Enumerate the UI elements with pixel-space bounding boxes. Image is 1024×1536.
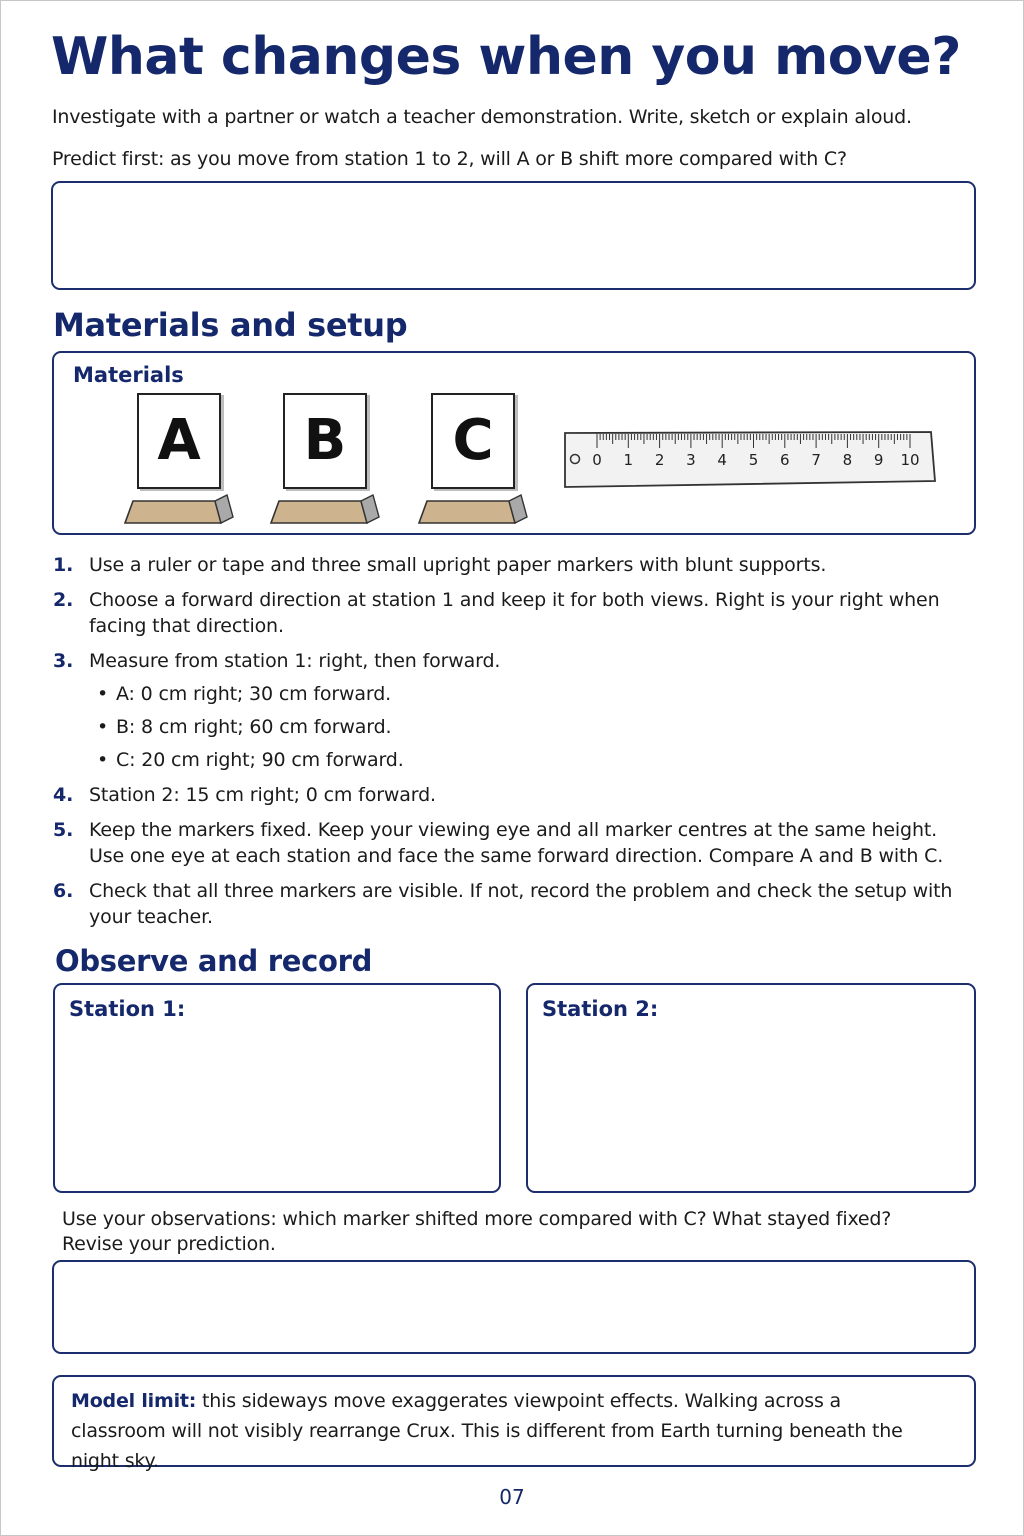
marker-card <box>431 393 515 489</box>
bullet-icon: • <box>97 683 109 705</box>
model-limit-label: Model limit: <box>71 1390 197 1412</box>
marker-stand-icon <box>417 481 529 531</box>
bullet-icon: • <box>97 749 109 771</box>
step-item <box>53 648 953 773</box>
materials-label: Materials <box>73 363 184 387</box>
marker-a-illustration <box>123 393 233 531</box>
station-1-box[interactable] <box>53 983 501 1193</box>
marker-stand-icon <box>269 481 381 531</box>
materials-heading: Materials and setup <box>53 306 408 344</box>
step-sub-item <box>89 681 953 707</box>
prediction-answer-box[interactable] <box>51 181 976 290</box>
step-number: 4. <box>53 784 74 806</box>
model-limit-text: this sideways move exaggerates viewpoint effects. Walking across a classroom will not visibly rearrange Crux. This is different from Earth turning beneath the night sky. <box>71 1390 903 1472</box>
ruler-tick-label: 8 <box>842 451 853 469</box>
reflection-prompt: Use your observations: which marker shifted more compared with C? What stayed fixed? Revise your prediction. <box>62 1208 892 1255</box>
step-sub-text: C: 20 cm right; 90 cm forward. <box>116 749 404 771</box>
marker-card <box>137 393 221 489</box>
ruler-tick-label: 2 <box>654 451 665 469</box>
page-title: What changes when you move? <box>51 27 961 87</box>
station-2-label: Station 2: <box>542 997 659 1021</box>
step-number: 1. <box>53 554 74 576</box>
ruler-tick-label: 5 <box>748 451 759 469</box>
station-1-label: Station 1: <box>69 997 186 1021</box>
step-text: Use a ruler or tape and three small upright paper markers with blunt supports. <box>89 554 827 576</box>
step-text: Choose a forward direction at station 1 and keep it for both views. Right is your right when facing that direction. <box>89 589 940 637</box>
marker-card <box>283 393 367 489</box>
step-item <box>53 552 953 578</box>
step-item <box>53 878 953 930</box>
step-text: Check that all three markers are visible. If not, record the problem and check the setup with your teacher. <box>89 880 953 928</box>
step-sub-item <box>89 714 953 740</box>
ruler-tick-label: 10 <box>900 451 920 469</box>
step-item <box>53 587 953 639</box>
ruler-icon <box>561 429 941 491</box>
ruler-tick-label: 4 <box>717 451 727 469</box>
station-2-box[interactable] <box>526 983 976 1193</box>
step-text: Measure from station 1: right, then forward. <box>89 650 501 672</box>
ruler-tick-label: 7 <box>811 451 821 469</box>
intro-text: Investigate with a partner or watch a teacher demonstration. Write, sketch or explain aloud. <box>52 106 912 128</box>
step-item <box>53 782 953 808</box>
bullet-icon: • <box>97 716 109 738</box>
step-text: Station 2: 15 cm right; 0 cm forward. <box>89 784 436 806</box>
marker-stand-icon <box>123 481 235 531</box>
step-sub-text: A: 0 cm right; 30 cm forward. <box>116 683 392 705</box>
step-number: 6. <box>53 880 74 902</box>
step-item <box>53 817 953 869</box>
step-number: 3. <box>53 650 74 672</box>
marker-letter: B <box>303 408 347 473</box>
marker-b-illustration <box>269 393 379 531</box>
ruler-tick-label: 3 <box>686 451 696 469</box>
step-sub-text: B: 8 cm right; 60 cm forward. <box>116 716 392 738</box>
model-limit-box <box>52 1375 976 1472</box>
setup-steps-list <box>53 552 953 939</box>
page-number: 07 <box>499 1485 525 1509</box>
ruler-tick-label: 9 <box>873 451 884 469</box>
ruler-tick-label: 6 <box>780 451 790 469</box>
model-limit-note <box>71 1386 941 1476</box>
observe-heading: Observe and record <box>55 944 373 978</box>
marker-letter: A <box>157 408 201 473</box>
ruler-tick-label: 0 <box>592 451 602 469</box>
ruler-tick-label: 1 <box>623 451 634 469</box>
step-sub-item <box>89 747 953 773</box>
prediction-prompt: Predict first: as you move from station 1 to 2, will A or B shift more compared with C? <box>52 148 847 170</box>
marker-letter: C <box>452 408 494 473</box>
step-number: 2. <box>53 589 74 611</box>
reflection-answer-box[interactable] <box>52 1260 976 1354</box>
marker-c-illustration <box>417 393 527 531</box>
step-text: Keep the markers fixed. Keep your viewing eye and all marker centres at the same height. Use one eye at each station and face the same forward direction. Compare A and B with C. <box>89 819 944 867</box>
step-number: 5. <box>53 819 74 841</box>
